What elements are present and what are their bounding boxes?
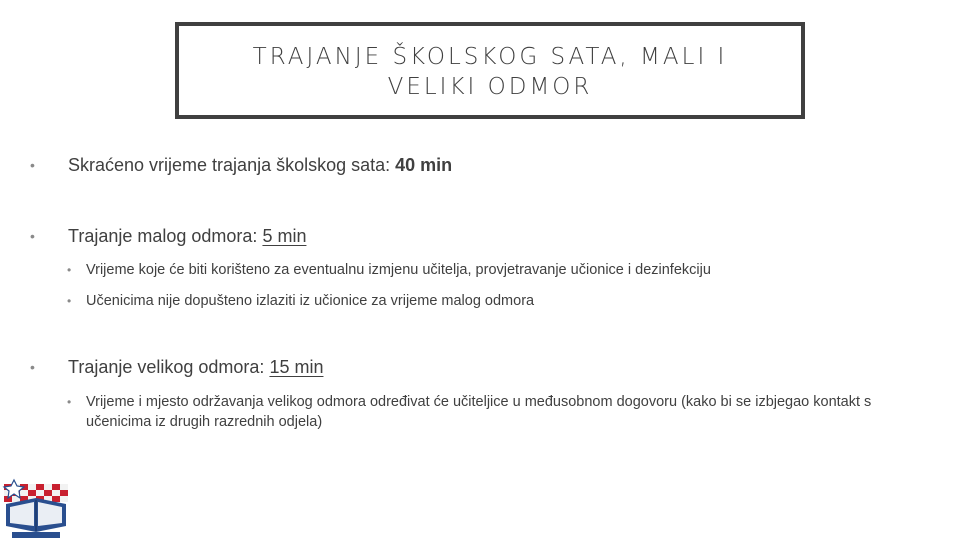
sub-bullet-long-break-1 — [67, 392, 927, 432]
title-box — [175, 22, 805, 119]
bullet-value: 5 min — [262, 226, 307, 246]
bullet-label: Trajanje velikog odmora: — [68, 357, 270, 377]
bullet-dot: • — [67, 294, 72, 308]
bullet-text — [68, 154, 452, 176]
sub-bullet-text: Vrijeme koje će biti korišteno za eventualnu izmjenu učitelja, provjetravanje učionice i dezinfekciju — [86, 262, 711, 278]
bullet-dot: • — [30, 228, 35, 244]
bullet-label: Trajanje malog odmora: — [68, 226, 263, 246]
bullet-text — [68, 356, 323, 378]
bullet-label: Skraćeno vrijeme trajanja školskog sata: — [68, 155, 396, 175]
bullet-text — [68, 225, 306, 247]
school-crest-logo — [0, 474, 72, 540]
bullet-value: 40 min — [395, 155, 453, 175]
bullet-dot: • — [67, 263, 72, 277]
title-line-1: TRAJANJE ŠKOLSKOG SATA, MALI I — [252, 43, 728, 70]
bullet-dot: • — [67, 395, 72, 409]
bullet-short-break — [30, 225, 306, 247]
bullet-dot: • — [30, 359, 35, 375]
sub-bullet-short-break-2 — [67, 291, 534, 311]
bullet-value: 15 min — [269, 357, 324, 377]
bullet-dot: • — [30, 157, 35, 173]
bullet-long-break — [30, 356, 323, 378]
logo-base-banner — [12, 532, 60, 538]
bullet-school-hour — [30, 154, 452, 176]
sub-bullet-text: Vrijeme i mjesto održavanja velikog odmora određivat će učiteljice u međusobnom dogovoru (kako bi se izbjegao kontakt s učenicima iz drugih razrednih odjela) — [86, 394, 872, 430]
sub-bullet-text: Učenicima nije dopušteno izlaziti iz učionice za vrijeme malog odmora — [86, 293, 535, 309]
sub-bullet-short-break-1 — [67, 260, 711, 280]
slide-title — [210, 42, 770, 102]
title-line-2: VELIKI ODMOR — [387, 73, 593, 100]
